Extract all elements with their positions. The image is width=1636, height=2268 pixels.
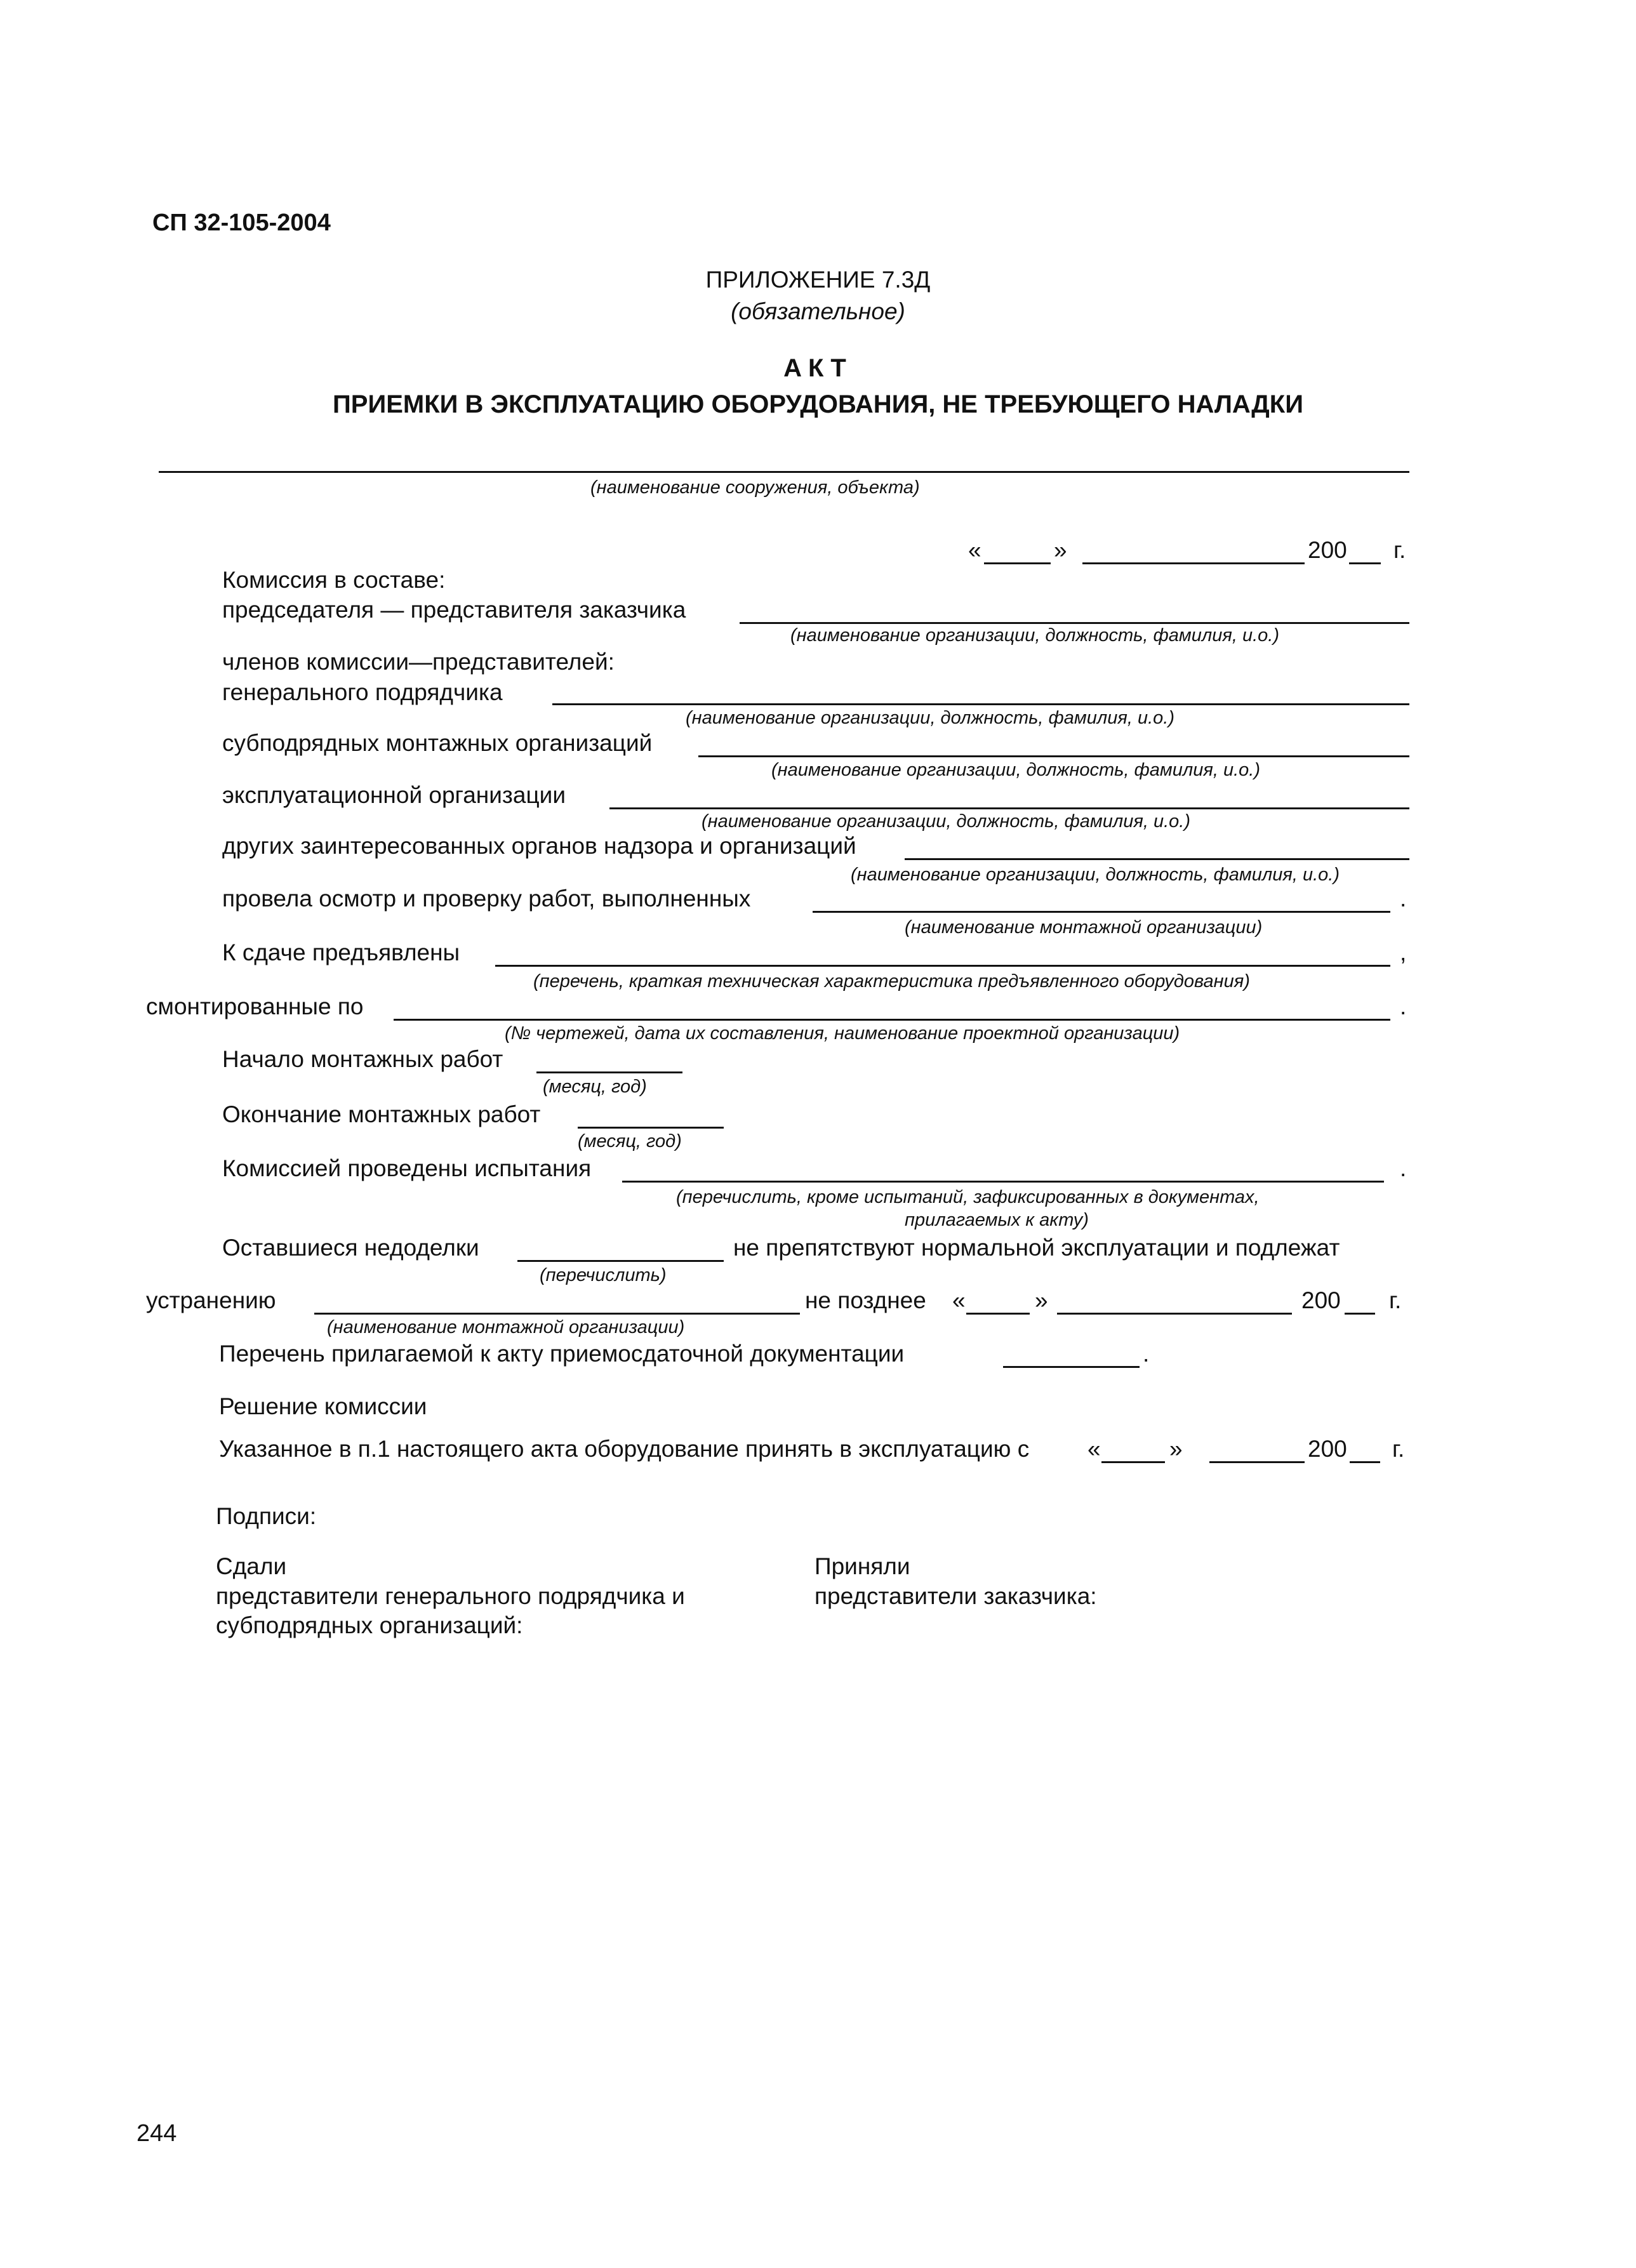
decision-month-field[interactable] bbox=[1209, 1461, 1305, 1463]
decision-close-quote: » bbox=[1169, 1436, 1183, 1462]
tests-caption-2: прилагаемых к акту) bbox=[905, 1210, 1089, 1230]
end-caption: (месяц, год) bbox=[578, 1131, 682, 1151]
appendix-note: (обязательное) bbox=[731, 298, 905, 324]
chairman-caption: (наименование организации, должность, фамилия, и.о.) bbox=[790, 625, 1279, 646]
other-bodies-field[interactable] bbox=[905, 858, 1409, 860]
date-year-prefix: 200 bbox=[1308, 537, 1347, 563]
elimination-month-field[interactable] bbox=[1057, 1313, 1292, 1315]
appendix-label: ПРИЛОЖЕНИЕ 7.3Д bbox=[705, 267, 931, 293]
remaining-defects-field[interactable] bbox=[517, 1260, 724, 1262]
tests-field[interactable] bbox=[622, 1181, 1384, 1183]
handed-over-line-2: субподрядных организаций: bbox=[216, 1612, 523, 1638]
signatures-heading: Подписи: bbox=[216, 1503, 317, 1529]
elimination-close-quote: » bbox=[1035, 1287, 1048, 1313]
document-title: ПРИЕМКИ В ЭКСПЛУАТАЦИЮ ОБОРУДОВАНИЯ, НЕ ТРЕБУЮЩЕГО НАЛАДКИ bbox=[333, 390, 1303, 418]
chairman-field[interactable] bbox=[740, 622, 1409, 624]
chairman-label: председателя — представителя заказчика bbox=[222, 597, 686, 623]
date-day-field[interactable] bbox=[984, 562, 1051, 564]
remaining-defects-caption: (перечислить) bbox=[540, 1265, 667, 1285]
subcontractors-label: субподрядных монтажных организаций bbox=[222, 730, 653, 756]
elimination-year-prefix: 200 bbox=[1301, 1287, 1341, 1313]
decision-year-suffix: г. bbox=[1392, 1436, 1405, 1462]
date-year-field[interactable] bbox=[1349, 562, 1381, 564]
commission-intro: Комиссия в составе: bbox=[222, 567, 446, 593]
tests-caption-1: (перечислить, кроме испытаний, зафиксированных в документах, bbox=[676, 1187, 1260, 1207]
decision-open-quote: « bbox=[1087, 1436, 1101, 1462]
decision-day-field[interactable] bbox=[1101, 1461, 1165, 1463]
mounted-label: смонтированные по bbox=[146, 993, 364, 1019]
subcontractors-field[interactable] bbox=[698, 755, 1409, 757]
elimination-year-suffix: г. bbox=[1389, 1287, 1402, 1313]
remaining-defects-label: Оставшиеся недоделки bbox=[222, 1235, 479, 1261]
inspection-label: провела осмотр и проверку работ, выполненных bbox=[222, 885, 751, 912]
accepted-line-1: представители заказчика: bbox=[815, 1583, 1097, 1609]
date-month-field[interactable] bbox=[1082, 562, 1305, 564]
docs-list-label: Перечень прилагаемой к акту приемосдаточной документации bbox=[219, 1341, 905, 1367]
operating-org-field[interactable] bbox=[609, 807, 1409, 809]
general-contractor-field[interactable] bbox=[552, 703, 1409, 705]
subcontractors-caption: (наименование организации, должность, фамилия, и.о.) bbox=[771, 760, 1260, 780]
decision-heading: Решение комиссии bbox=[219, 1393, 427, 1419]
elimination-day-field[interactable] bbox=[966, 1313, 1030, 1315]
other-bodies-caption: (наименование организации, должность, фамилия, и.о.) bbox=[851, 865, 1340, 885]
elimination-open-quote: « bbox=[952, 1287, 966, 1313]
date-close-quote: » bbox=[1054, 537, 1067, 563]
object-name-field[interactable] bbox=[159, 471, 1409, 473]
act-heading: АКТ bbox=[783, 354, 853, 382]
other-bodies-label: других заинтересованных органов надзора и организаций bbox=[222, 833, 856, 859]
installer-caption: (наименование монтажной организации) bbox=[905, 917, 1263, 938]
docs-list-field[interactable] bbox=[1003, 1366, 1140, 1368]
start-caption: (месяц, год) bbox=[543, 1077, 647, 1097]
installer-field[interactable] bbox=[813, 911, 1390, 913]
not-prevent-label: не препятствуют нормальной эксплуатации и подлежат bbox=[733, 1235, 1340, 1261]
end-field[interactable] bbox=[578, 1127, 724, 1129]
date-open-quote: « bbox=[968, 537, 981, 563]
presented-label: К сдаче предъявлены bbox=[222, 939, 460, 965]
general-contractor-caption: (наименование организации, должность, фамилия, и.о.) bbox=[686, 708, 1174, 728]
decision-text: Указанное в п.1 настоящего акта оборудование принять в эксплуатацию с bbox=[219, 1436, 1030, 1462]
elimination-caption: (наименование монтажной организации) bbox=[327, 1317, 685, 1337]
document-code: СП 32-105-2004 bbox=[152, 209, 331, 236]
decision-year-prefix: 200 bbox=[1308, 1436, 1347, 1462]
start-label: Начало монтажных работ bbox=[222, 1046, 503, 1072]
object-name-caption: (наименование сооружения, объекта) bbox=[590, 477, 920, 498]
presented-field[interactable] bbox=[495, 965, 1390, 967]
presented-comma: , bbox=[1400, 939, 1407, 965]
presented-caption: (перечень, краткая техническая характеристика предъявленного оборудования) bbox=[533, 971, 1250, 991]
date-year-suffix: г. bbox=[1393, 537, 1406, 563]
docs-list-dot: . bbox=[1143, 1341, 1150, 1367]
tests-dot: . bbox=[1400, 1155, 1407, 1181]
elimination-installer-field[interactable] bbox=[314, 1313, 800, 1315]
inspection-dot: . bbox=[1400, 885, 1407, 912]
not-later-label: не позднее bbox=[805, 1287, 926, 1313]
mounted-caption: (№ чертежей, дата их составления, наименование проектной организации) bbox=[505, 1023, 1180, 1044]
operating-org-caption: (наименование организации, должность, фамилия, и.о.) bbox=[702, 811, 1190, 832]
general-contractor-label: генерального подрядчика bbox=[222, 679, 503, 705]
elimination-year-field[interactable] bbox=[1345, 1313, 1375, 1315]
start-field[interactable] bbox=[536, 1071, 682, 1073]
mounted-field[interactable] bbox=[394, 1019, 1390, 1021]
handed-over-label: Сдали bbox=[216, 1553, 287, 1579]
members-label: членов комиссии—представителей: bbox=[222, 649, 615, 675]
mounted-dot: . bbox=[1400, 993, 1407, 1019]
elimination-label: устранению bbox=[146, 1287, 276, 1313]
page-number: 244 bbox=[136, 2120, 177, 2147]
operating-org-label: эксплуатационной организации bbox=[222, 782, 566, 808]
decision-year-field[interactable] bbox=[1350, 1461, 1380, 1463]
tests-label: Комиссией проведены испытания bbox=[222, 1155, 592, 1181]
handed-over-line-1: представители генерального подрядчика и bbox=[216, 1583, 685, 1609]
accepted-label: Приняли bbox=[815, 1553, 910, 1579]
end-label: Окончание монтажных работ bbox=[222, 1101, 541, 1127]
